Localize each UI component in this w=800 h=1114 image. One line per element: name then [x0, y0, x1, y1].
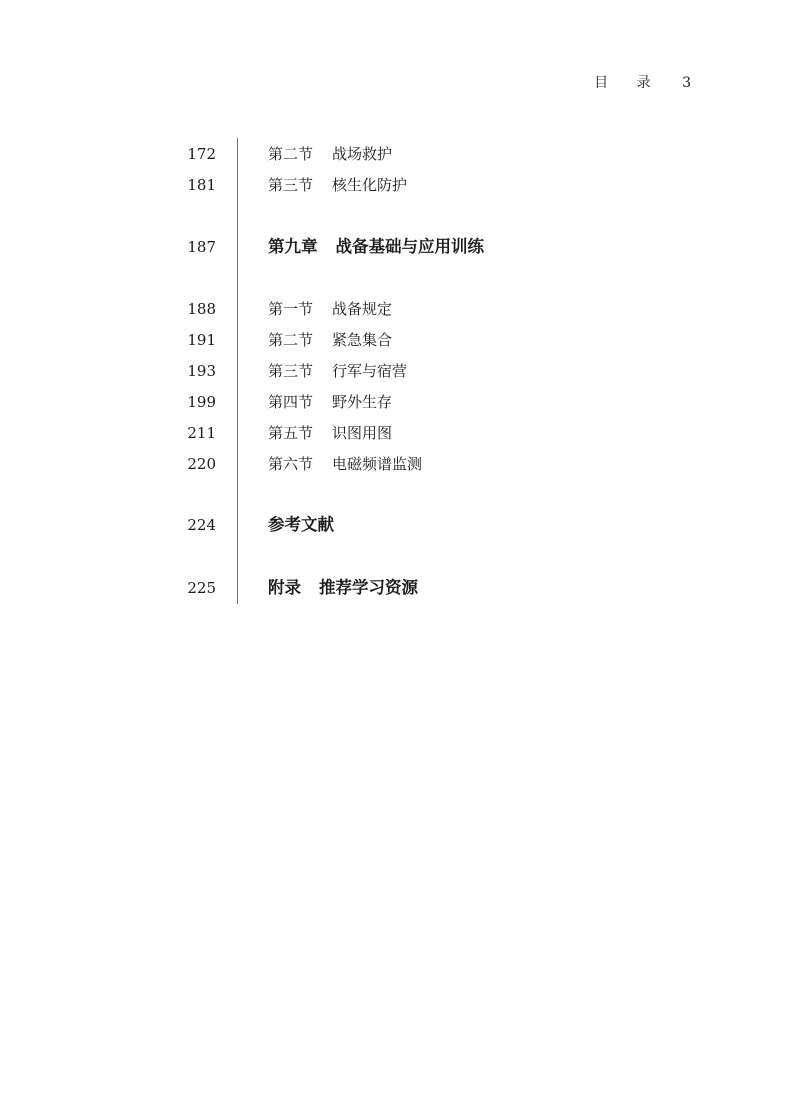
toc-section-number: 第二节	[268, 145, 314, 163]
toc-page-number: 211	[187, 424, 216, 442]
toc-entry-label	[268, 140, 392, 168]
toc-section-title: 战场救护	[332, 145, 393, 163]
toc-entry[interactable]	[0, 357, 800, 385]
toc-chapter-number: 第九章	[268, 237, 318, 256]
header-page-number: 3	[682, 75, 692, 91]
toc-section-title: 电磁频谱监测	[332, 455, 423, 473]
toc-page-number: 172	[187, 145, 216, 163]
toc-references-title: 参考文献	[268, 515, 334, 534]
toc-section-title: 行军与宿营	[332, 362, 408, 380]
toc-section-title: 紧急集合	[332, 331, 393, 349]
toc-entry-label	[268, 295, 392, 323]
toc-section-title: 核生化防护	[332, 176, 408, 194]
toc-chapter-entry[interactable]	[0, 233, 800, 261]
toc-page-number: 191	[187, 331, 216, 349]
toc-page-number: 188	[187, 300, 216, 318]
toc-page-number: 220	[187, 455, 216, 473]
toc-entry-label	[268, 574, 418, 602]
toc-entry[interactable]	[0, 140, 800, 168]
toc-page-number: 224	[187, 516, 216, 534]
toc-entry[interactable]	[0, 326, 800, 354]
toc-appendix-entry[interactable]	[0, 574, 800, 602]
toc-entry[interactable]	[0, 419, 800, 447]
toc-section-number: 第五节	[268, 424, 314, 442]
toc-page-number: 187	[187, 238, 216, 256]
toc-entry-label	[268, 419, 392, 447]
header-title: 目 录	[594, 75, 663, 91]
toc-entry-label	[268, 511, 334, 539]
toc-section-number: 第三节	[268, 176, 314, 194]
toc-chapter-title: 战备基础与应用训练	[335, 237, 484, 256]
toc-appendix-title: 推荐学习资源	[319, 578, 418, 597]
toc-section-title: 野外生存	[332, 393, 393, 411]
toc-entry-label	[268, 171, 407, 199]
toc-section-number: 第二节	[268, 331, 314, 349]
toc-page-number: 193	[187, 362, 216, 380]
toc-section-number: 第三节	[268, 362, 314, 380]
toc-page-number: 181	[187, 176, 216, 194]
toc-entry-label	[268, 388, 392, 416]
toc-entry-label	[268, 450, 422, 478]
toc-section-number: 第六节	[268, 455, 314, 473]
toc-entry[interactable]	[0, 388, 800, 416]
toc-page-number: 225	[187, 579, 216, 597]
toc-entry[interactable]	[0, 450, 800, 478]
toc-section-number: 第四节	[268, 393, 314, 411]
toc-entry-label	[268, 326, 392, 354]
toc-entry[interactable]	[0, 171, 800, 199]
toc-appendix-number: 附录	[268, 578, 301, 597]
toc-entry-label	[268, 233, 484, 261]
toc-section-number: 第一节	[268, 300, 314, 318]
toc-section-title: 战备规定	[332, 300, 393, 318]
toc-references-entry[interactable]	[0, 511, 800, 539]
toc-entry[interactable]	[0, 295, 800, 323]
toc-entry-label	[268, 357, 407, 385]
toc-page-number: 199	[187, 393, 216, 411]
toc-section-title: 识图用图	[332, 424, 393, 442]
